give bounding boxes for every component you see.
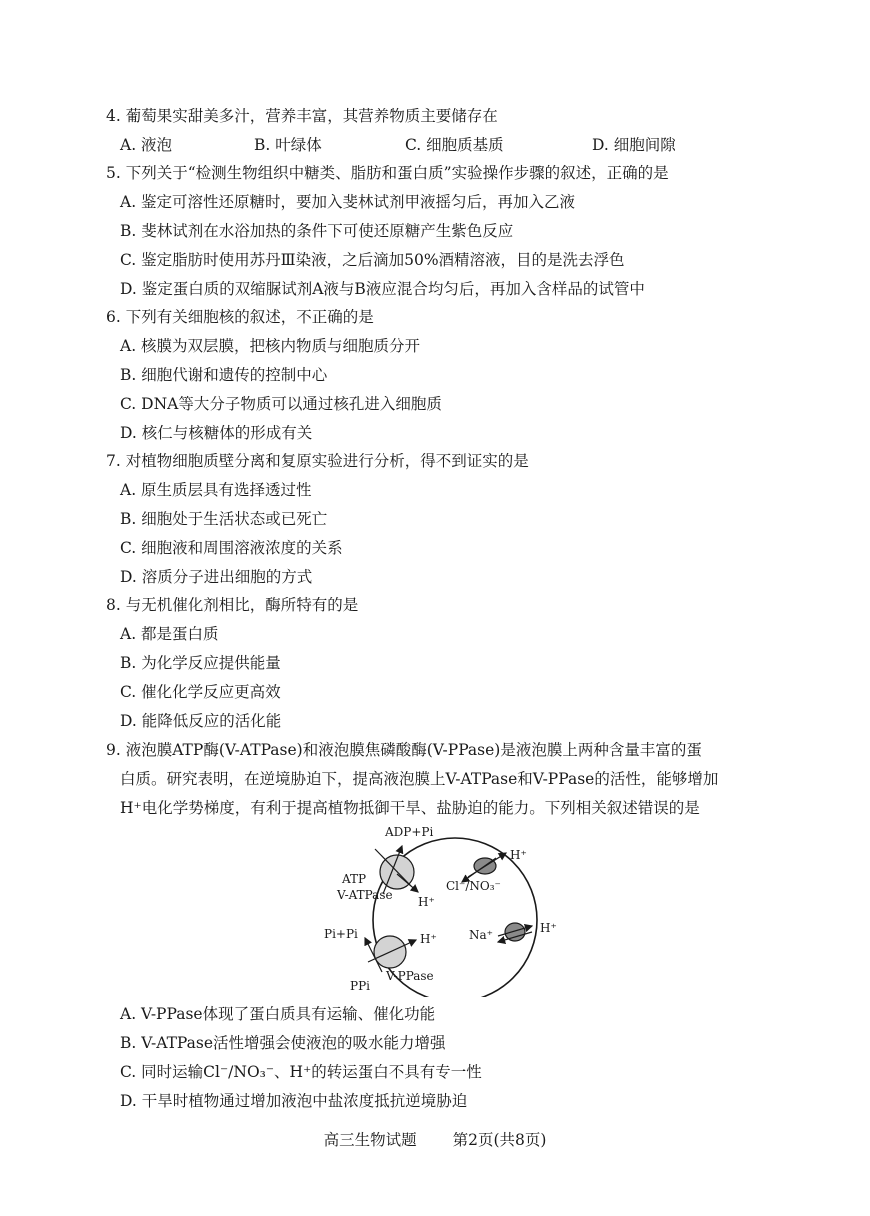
q8-option-a: A. 都是蛋白质	[120, 625, 219, 643]
q4-stem: 4. 葡萄果实甜美多汁，营养丰富，其营养物质主要储存在	[106, 107, 498, 125]
q9-option-b: B. V-ATPase活性增强会使液泡的吸水能力增强	[120, 1034, 446, 1052]
label-pi-pi: Pi+Pi	[324, 927, 358, 941]
label-h-right: H⁺	[540, 921, 557, 935]
label-h-top-right: H⁺	[510, 848, 527, 862]
q8-option-b: B. 为化学反应提供能量	[120, 654, 281, 672]
q6-option-c: C. DNA等大分子物质可以通过核孔进入细胞质	[120, 395, 442, 413]
label-na: Na⁺	[469, 928, 493, 942]
q6-option-b: B. 细胞代谢和遗传的控制中心	[120, 366, 328, 384]
label-h-ppase: H⁺	[420, 932, 437, 946]
q5-option-b: B. 斐林试剂在水浴加热的条件下可使还原糖产生紫色反应	[120, 222, 514, 240]
q4-option-c: C. 细胞质基质	[405, 136, 504, 154]
page-footer	[0, 1128, 870, 1150]
vacuole-membrane-diagram	[310, 822, 570, 997]
label-v-ppase: V-PPase	[386, 969, 434, 983]
q7-stem: 7. 对植物细胞质壁分离和复原实验进行分析，得不到证实的是	[106, 452, 529, 470]
q7-option-a: A. 原生质层具有选择透过性	[120, 481, 312, 499]
q9-option-d: D. 干旱时植物通过增加液泡中盐浓度抵抗逆境胁迫	[120, 1092, 468, 1110]
na-h-antiporter	[505, 923, 525, 941]
q4-option-b: B. 叶绿体	[254, 136, 322, 154]
q4-option-a: A. 液泡	[120, 136, 173, 154]
label-h-atpase: H⁺	[418, 895, 435, 909]
label-adp-pi: ADP+Pi	[385, 825, 434, 839]
q7-option-b: B. 细胞处于生活状态或已死亡	[120, 510, 328, 528]
q5-option-a: A. 鉴定可溶性还原糖时，要加入斐林试剂甲液摇匀后，再加入乙液	[120, 193, 576, 211]
q5-stem: 5. 下列关于“检测生物组织中糖类、脂肪和蛋白质”实验操作步骤的叙述，正确的是	[106, 164, 669, 182]
q4-options	[0, 135, 870, 155]
q9-stem-line-1: 9. 液泡膜ATP酶(V-ATPase)和液泡膜焦磷酸酶(V-PPase)是液泡膜上两种含量丰富的蛋	[106, 741, 702, 759]
q6-stem: 6. 下列有关细胞核的叙述，不正确的是	[106, 308, 374, 326]
label-cl-no3: Cl⁻/NO₃⁻	[446, 879, 501, 893]
q8-option-c: C. 催化化学反应更高效	[120, 683, 281, 701]
q7-option-d: D. 溶质分子进出细胞的方式	[120, 568, 313, 586]
label-atp: ATP	[342, 872, 367, 886]
label-ppi: PPi	[350, 979, 370, 993]
footer-page-number: 第2页(共8页)	[452, 1131, 547, 1149]
q9-option-a: A. V-PPase体现了蛋白质具有运输、催化功能	[120, 1005, 436, 1023]
q6-option-d: D. 核仁与核糖体的形成有关	[120, 424, 313, 442]
q8-stem: 8. 与无机催化剂相比，酶所特有的是	[106, 596, 359, 614]
q4-option-d: D. 细胞间隙	[592, 136, 676, 154]
q9-stem-line-3: H⁺电化学势梯度，有利于提高植物抵御干旱、盐胁迫的能力。下列相关叙述错误的是	[120, 799, 700, 817]
q5-option-c: C. 鉴定脂肪时使用苏丹Ⅲ染液，之后滴加50%酒精溶液，目的是洗去浮色	[120, 251, 625, 269]
q5-option-d: D. 鉴定蛋白质的双缩脲试剂A液与B液应混合均匀后，再加入含样品的试管中	[120, 280, 645, 298]
q9-stem-line-2: 白质。研究表明，在逆境胁迫下，提高液泡膜上V-ATPase和V-PPase的活性，能够增加	[120, 770, 719, 788]
q8-option-d: D. 能降低反应的活化能	[120, 712, 282, 730]
footer-subject: 高三生物试题	[323, 1131, 417, 1149]
q6-option-a: A. 核膜为双层膜，把核内物质与细胞质分开	[120, 337, 421, 355]
q9-option-c: C. 同时运输Cl⁻/NO₃⁻、H⁺的转运蛋白不具有专一性	[120, 1063, 482, 1081]
label-v-atpase: V-ATPase	[337, 888, 393, 902]
q7-option-c: C. 细胞液和周围溶液浓度的关系	[120, 539, 343, 557]
